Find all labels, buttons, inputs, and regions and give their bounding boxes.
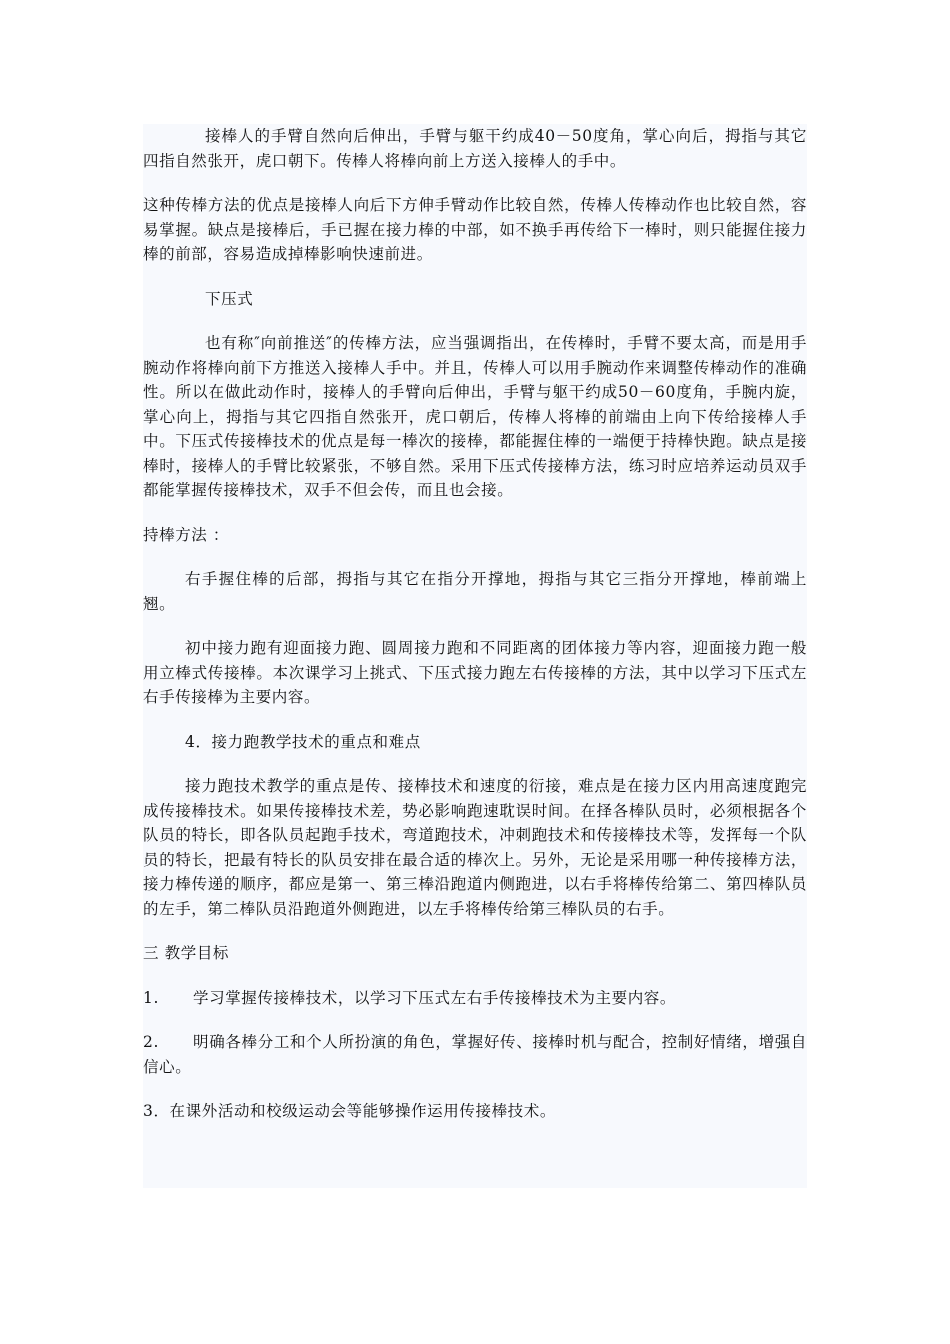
- goal-item-2: [143, 1030, 807, 1079]
- heading-teaching-goals: 三 教学目标: [143, 944, 230, 962]
- paragraph-advantages-upward-pass: 这种传棒方法的优点是接棒人向后下方伸手臂动作比较自然，传棒人传棒动作也比较自然，容易掌握。缺点是接棒后，手已握在接力棒的中部，如不换手再传给下一棒时，则只能握住接力棒的前部，容易造成掉棒影响快速前进。: [143, 196, 807, 263]
- goal-text: 学习掌握传接棒技术，以学习下压式左右手传接棒技术为主要内容。: [193, 988, 677, 1007]
- paragraph-receiver-hand-position: 接棒人的手臂自然向后伸出，手臂与躯干约成40－50度角，掌心向后，拇指与其它四指自然张开，虎口朝下。传棒人将棒向前上方送入接棒人的手中。: [143, 127, 807, 170]
- goal-text: 3．在课外活动和校级运动会等能够操作运用传接棒技术。: [143, 1102, 556, 1120]
- paragraph-downward-pass-description: 也有称″向前推送″的传棒方法，应当强调指出，在传棒时，手臂不要太高，而是用手腕动作将棒向前下方推送入接棒人手中。并且，传棒人可以用手腕动作来调整传棒动作的准确性。所以在做此动作时，接棒人的手臂向后伸出，手臂与躯干约成50－60度角，手腕内旋，掌心向上，拇指与其它四指自然张开，虎口朝后，传棒人将棒的前端由上向下传给接棒人手中。下压式传接棒技术的优点是每一棒次的接棒，都能握住棒的一端便于持棒快跑。缺点是接棒时，接棒人的手臂比较紧张，不够自然。采用下压式传接棒方法，练习时应培养运动员双手都能掌握传接棒技术，双手不但会传，而且也会接。: [143, 334, 807, 499]
- paragraph-baton-holding: 右手握住棒的后部，拇指与其它在指分开撑地，拇指与其它三指分开撑地，棒前端上翘。: [143, 570, 807, 613]
- heading-baton-holding: 持棒方法 ：: [143, 525, 230, 544]
- goal-number: 2.: [143, 1033, 159, 1051]
- goal-number: 1.: [143, 988, 159, 1007]
- goal-item-3: [143, 1099, 807, 1124]
- goal-text: 明确各棒分工和个人所扮演的角色，掌握好传、接棒时机与配合，控制好情绪，增强自信心。: [143, 1033, 807, 1076]
- heading-downward-pass: 下压式: [205, 289, 254, 308]
- goal-item-1: [143, 986, 807, 1011]
- paragraph-key-points: 接力跑技术教学的重点是传、接棒技术和速度的衍接，难点是在接力区内用高速度跑完成传接棒技术。如果传接棒技术差，势必影响跑速耽误时间。在择各棒队员时，必须根据各个队员的特长，即各队员起跑手技术，弯道跑技术，冲刺跑技术和传接棒技术等，发挥每一个队员的特长，把最有特长的队员安排在最合适的棒次上。另外，无论是采用哪一种传接棒方法，接力棒传递的顺序，都应是第一、第三棒沿跑道内侧跑进，以右手将棒传给第二、第四棒队员的左手，第二棒队员沿跑道外侧跑进，以左手将棒传给第三棒队员的右手。: [143, 777, 807, 918]
- heading-key-points: 4．接力跑教学技术的重点和难点: [185, 732, 421, 751]
- paragraph-relay-content: 初中接力跑有迎面接力跑、圆周接力跑和不同距离的团体接力等内容，迎面接力跑一般用立棒式传接棒。本次课学习上挑式、下压式接力跑左右传接棒的方法，其中以学习下压式左右手传接棒为主要内容。: [143, 639, 807, 706]
- document-body: [143, 124, 807, 1188]
